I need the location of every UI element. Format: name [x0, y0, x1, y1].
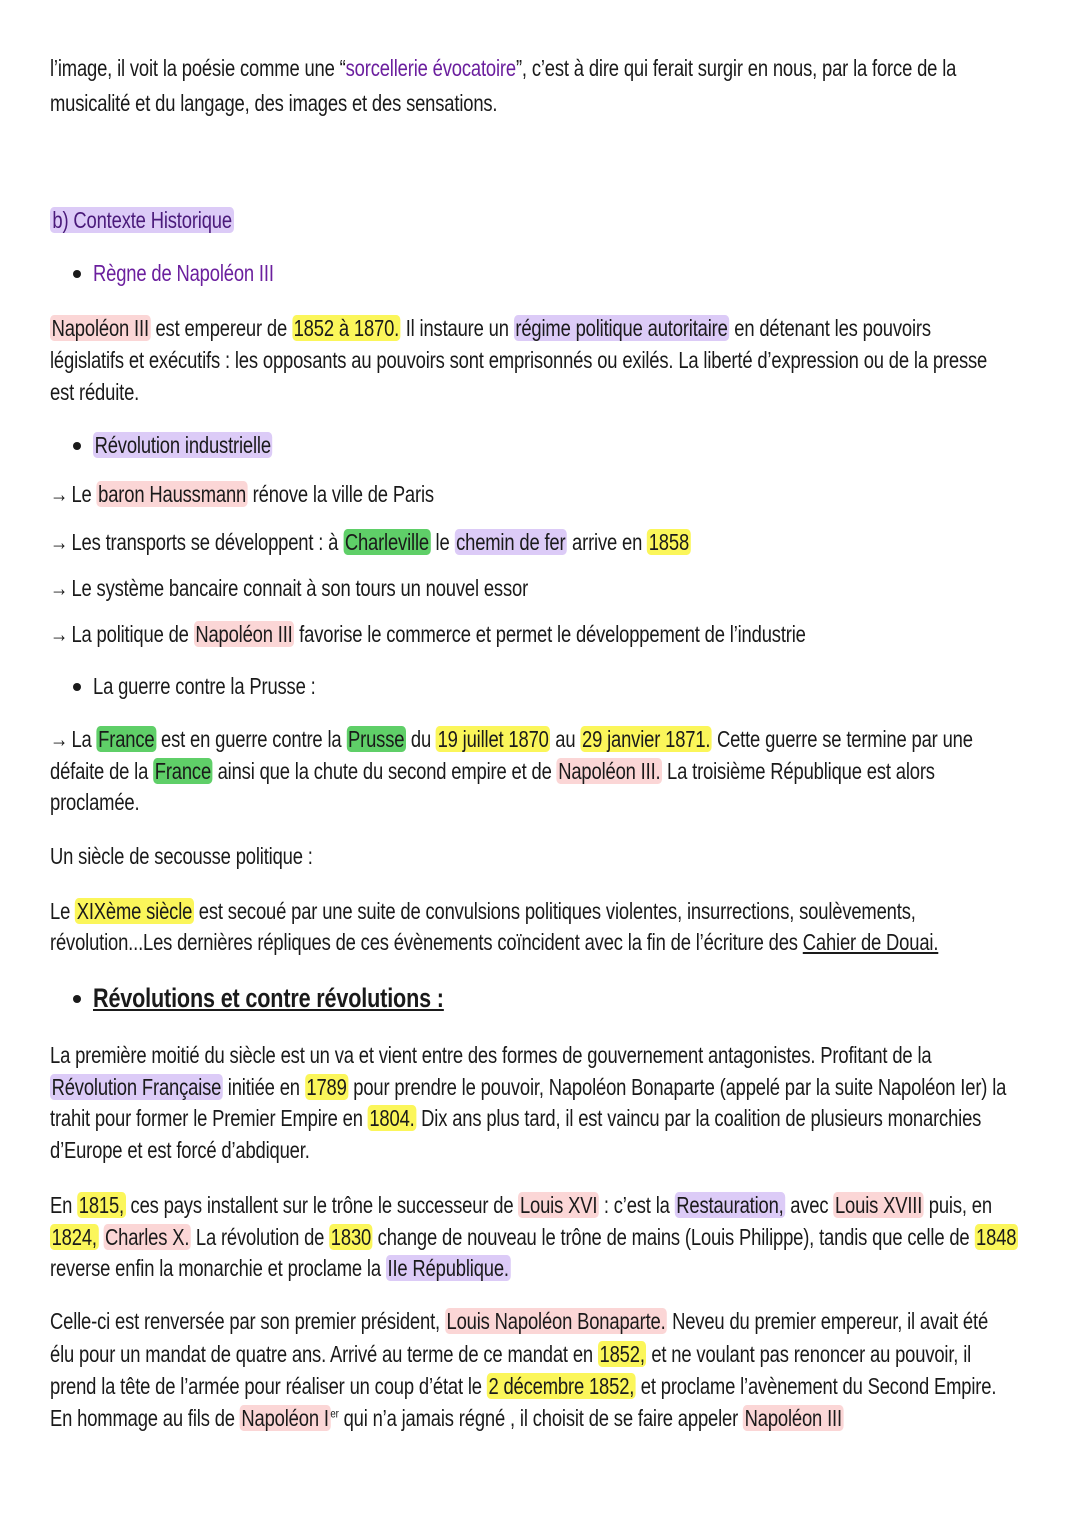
superscript: er	[330, 1406, 339, 1421]
highlight-person: baron Haussmann	[98, 481, 247, 507]
text-line	[50, 1189, 1080, 1221]
text-segment: élu pour un mandat de quatre ans. Arrivé au terme de ce mandat en	[50, 1341, 598, 1367]
text-line	[50, 786, 162, 818]
text-line	[50, 1402, 1042, 1434]
text-segment: La politique de	[71, 621, 194, 647]
text-line	[50, 755, 1080, 787]
text-segment: : c’est la	[598, 1192, 675, 1218]
highlight-person: Louis Napoléon Bonaparte.	[446, 1308, 666, 1334]
text-segment: avec	[785, 1192, 834, 1218]
bullet-icon	[73, 270, 81, 278]
text-segment: Un siècle de secousse politique :	[50, 843, 313, 869]
highlight-place: Prusse	[348, 726, 405, 752]
highlight-date: XIXème siècle	[76, 898, 193, 924]
text-segment: législatifs et exécutifs : les opposants au pouvoirs sont emprisonnés ou exilés. La liberté d’expression ou de la presse	[50, 347, 988, 373]
highlight-concept: IIe République.	[387, 1255, 509, 1281]
arrow-icon: →	[50, 529, 69, 555]
highlight-person: Louis XVIII	[834, 1192, 923, 1218]
arrow-icon: →	[50, 726, 69, 752]
text-segment: arrive en	[567, 529, 648, 555]
text-line	[50, 1338, 1080, 1370]
bullet-icon	[73, 995, 81, 1003]
highlight-place: France	[154, 758, 212, 784]
text-segment: Il instaure un	[400, 315, 514, 341]
highlight-date: 1848	[976, 1224, 1017, 1250]
text-line	[50, 1039, 1080, 1071]
highlight-date: 2 décembre 1852,	[488, 1373, 635, 1399]
text-segment: et ne voulant pas renoncer au pouvoir, il	[646, 1341, 972, 1367]
text-segment: qui n’a jamais régné , il choisit de se faire appeler	[338, 1405, 744, 1431]
highlight-date: 1824,	[51, 1224, 97, 1250]
text-segment: La révolution de	[190, 1224, 330, 1250]
bullet-icon	[73, 442, 81, 450]
text-line	[50, 1102, 1080, 1134]
highlight-place: France	[98, 726, 155, 752]
highlight-date: 1858	[648, 529, 690, 555]
arrow-icon: →	[50, 481, 69, 507]
text-segment: Le système bancaire connait à son tours un nouvel essor	[71, 575, 529, 601]
text-segment: Neveu du premier empereur, il avait été	[667, 1308, 989, 1334]
highlight-person: Charles X.	[105, 1224, 190, 1250]
section-heading: Révolutions et contre révolutions :	[93, 983, 444, 1013]
highlight-concept: régime politique autoritaire	[515, 315, 728, 341]
highlight-person: Napoléon III.	[558, 758, 661, 784]
text-segment: et proclame l’avènement du Second Empire.	[635, 1373, 997, 1399]
text-segment: ainsi que la chute du second empire et de	[212, 758, 557, 784]
text-segment: trahit pour former le Premier Empire en	[50, 1105, 368, 1131]
text-segment: l’image, il voit la poésie comme une “	[50, 55, 346, 81]
highlight-concept: Révolution Française	[51, 1074, 222, 1100]
text-segment: La	[71, 726, 97, 752]
text-line	[50, 204, 280, 236]
highlight-date: 1830	[330, 1224, 372, 1250]
text-line	[50, 52, 1080, 84]
text-segment: du	[405, 726, 436, 752]
text-segment: En	[50, 1192, 78, 1218]
text-segment: révolution...Les dernières répliques de ces évènements coïncident avec la fin de l’écriture des	[50, 929, 803, 955]
text-line	[50, 1071, 1080, 1103]
text-segment: initiée en	[222, 1074, 305, 1100]
text-segment: est en guerre contre la	[156, 726, 347, 752]
text-line	[50, 87, 609, 119]
text-segment: ”, c’est à dire qui ferait surgir en nous, par la force de la	[515, 55, 957, 81]
text-segment: Le	[50, 898, 76, 924]
text-line	[50, 376, 161, 408]
text-segment: est empereur de	[150, 315, 293, 341]
text-segment: est secoué par une suite de convulsions politiques violentes, insurrections, soulèvements,	[193, 898, 916, 924]
text-segment: reverse enfin la monarchie et proclame la	[50, 1255, 386, 1281]
text-segment: est réduite.	[50, 379, 140, 405]
bullet-icon	[73, 683, 81, 691]
highlight-date: 1789	[306, 1074, 347, 1100]
arrow-icon: →	[50, 575, 69, 601]
text-line	[50, 840, 378, 872]
purple-text: sorcellerie évocatoire	[345, 55, 516, 81]
text-segment: ces pays installent sur le trône le successeur de	[125, 1192, 519, 1218]
text-segment: prend la tête de l’armée pour réaliser un coup d’état le	[50, 1373, 487, 1399]
underlined-title: Cahier de Douai.	[802, 929, 939, 955]
text-line	[50, 1370, 1080, 1402]
highlight-person: Louis XVI	[519, 1192, 598, 1218]
bullet-item	[93, 257, 319, 289]
section-heading: b) Contexte Historique	[50, 207, 234, 233]
text-segment: pour prendre le pouvoir, Napoléon Bonaparte (appelé par la suite Napoléon Ier) la	[348, 1074, 1007, 1100]
text-segment: musicalité et du langage, des images et des sensations.	[50, 90, 498, 116]
text-segment: La guerre contre la Prusse :	[93, 673, 316, 699]
text-segment: En hommage au fils de	[50, 1405, 240, 1431]
highlight-date: 1804.	[369, 1105, 415, 1131]
text-segment: La première moitié du siècle est un va et vient entre des formes de gouvernement antagonistes. Profitant de la	[50, 1042, 932, 1068]
text-segment: Dix ans plus tard, il est vaincu par la coalition de plusieurs monarchies	[416, 1105, 982, 1131]
highlight-place: Charleville	[344, 529, 429, 555]
text-segment: Les transports se développent : à	[71, 529, 344, 555]
text-segment: Cette guerre se termine par une	[711, 726, 973, 752]
text-line	[50, 926, 1080, 958]
text-segment: Le	[71, 481, 97, 507]
text-segment: proclamée.	[50, 789, 140, 815]
highlight-concept: chemin de fer	[456, 529, 566, 555]
arrow-item	[50, 618, 995, 650]
text-segment: Celle-ci est renversée par son premier président,	[50, 1308, 445, 1334]
highlight-person: Napoléon III	[51, 315, 149, 341]
text-segment: change de nouveau le trône de mains (Louis Philippe), tandis que celle de	[372, 1224, 975, 1250]
bullet-item	[93, 429, 317, 461]
text-line	[50, 1305, 1080, 1337]
arrow-icon: →	[50, 621, 69, 647]
text-line	[50, 312, 1080, 344]
text-segment: La troisième République est alors	[662, 758, 935, 784]
arrow-item	[50, 478, 530, 510]
text-segment: favorise le commerce et permet le développement de l’industrie	[294, 621, 806, 647]
text-segment: au	[550, 726, 581, 752]
highlight-concept: Révolution industrielle	[94, 432, 271, 458]
text-segment: rénove la ville de Paris	[247, 481, 434, 507]
text-segment: le	[430, 529, 455, 555]
text-line	[50, 1252, 626, 1284]
text-line	[50, 1221, 1080, 1253]
highlight-date: 1852,	[599, 1341, 645, 1367]
bullet-item	[93, 982, 532, 1014]
highlight-person: Napoléon III	[744, 1405, 842, 1431]
highlight-concept: Restauration,	[676, 1192, 784, 1218]
text-segment: d’Europe et est forcé d’abdiquer.	[50, 1137, 310, 1163]
arrow-item	[50, 526, 851, 558]
text-line	[50, 1134, 375, 1166]
text-line	[50, 344, 1080, 376]
bullet-item	[93, 670, 371, 702]
highlight-date: 29 janvier 1871.	[582, 726, 711, 752]
highlight-date: 1815,	[78, 1192, 124, 1218]
text-segment: puis, en	[923, 1192, 992, 1218]
text-segment: en détenant les pouvoirs	[729, 315, 931, 341]
text-line	[50, 895, 1080, 927]
highlight-date: 19 juillet 1870	[437, 726, 549, 752]
highlight-person: Napoléon III	[195, 621, 293, 647]
purple-text: Règne de Napoléon III	[93, 260, 274, 286]
highlight-person: Napoléon I	[241, 1405, 329, 1431]
highlight-date: 1852 à 1870.	[293, 315, 400, 341]
arrow-item	[50, 572, 648, 604]
arrow-item	[50, 723, 1080, 755]
text-segment: défaite de la	[50, 758, 154, 784]
